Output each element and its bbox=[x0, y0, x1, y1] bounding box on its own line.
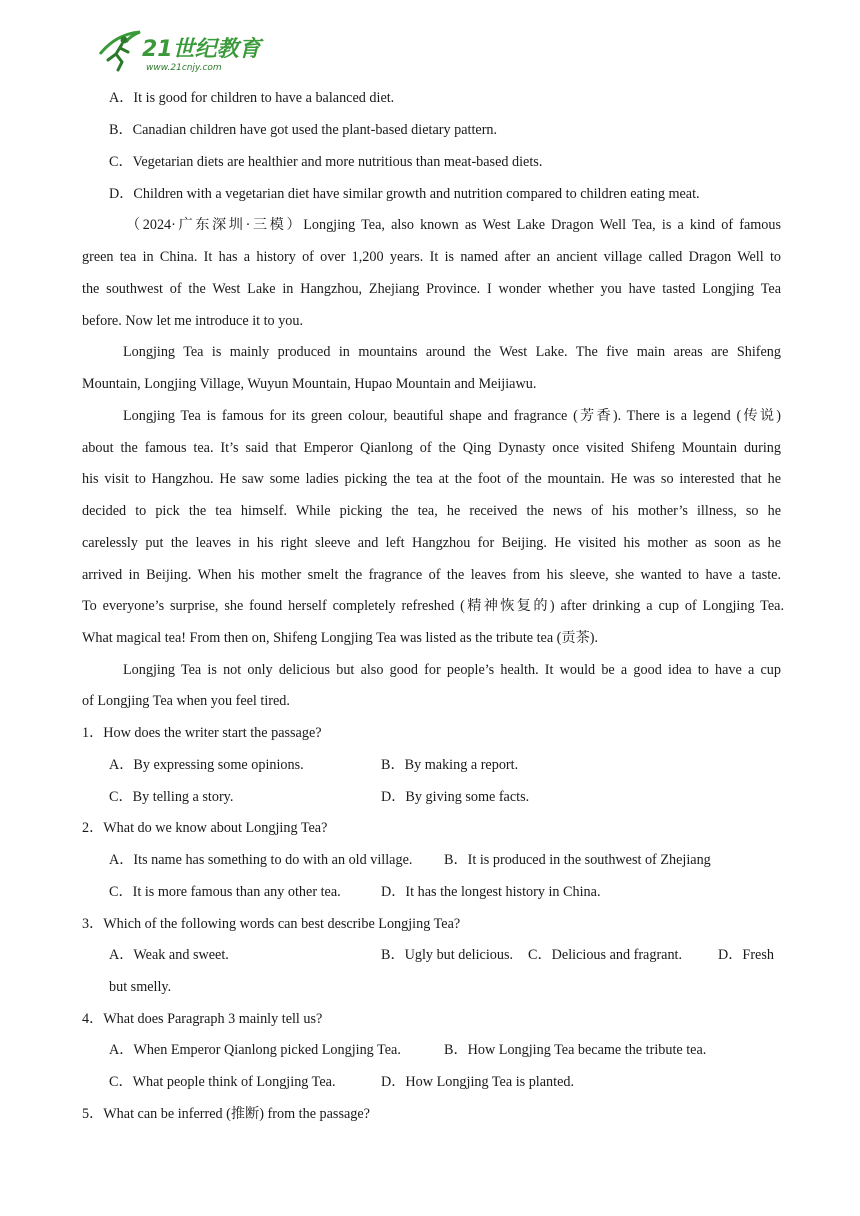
passage-p4-line: of Longjing Tea when you feel tired. bbox=[82, 693, 290, 709]
q4-option-c: C．What people think of Longjing Tea. bbox=[109, 1074, 336, 1090]
passage-p3-line: What magical tea! From then on, Shifeng Longjing Tea was listed as the tribute tea (贡茶). bbox=[82, 630, 599, 646]
logo-url: www.21cnjy.com bbox=[146, 63, 222, 73]
passage-p3-line: Longjing Tea is famous for its green colour, beautiful shape and fragrance (芳香). There is a legend (传说) bbox=[123, 408, 781, 424]
q2-option-b: B．It is produced in the southwest of Zhejiang bbox=[444, 852, 711, 868]
passage-p2-line: Longjing Tea is mainly produced in mountains around the West Lake. The five main areas are Shifeng bbox=[123, 344, 781, 360]
question-1-stem: 1．How does the writer start the passage? bbox=[82, 725, 322, 741]
passage-p1-line: before. Now let me introduce it to you. bbox=[82, 313, 304, 329]
passage-p3-line: his visit to Hangzhou. He saw some ladies picking the tea at the foot of the mountain. He was so interested that he bbox=[82, 471, 781, 487]
passage-p2-line: Mountain, Longjing Village, Wuyun Mountain, Hupao Mountain and Meijiawu. bbox=[82, 376, 537, 392]
q4-option-b: B．How Longjing Tea became the tribute tea. bbox=[444, 1042, 707, 1058]
prev-option-b: B．Canadian children have got used the plant-based dietary pattern. bbox=[109, 122, 498, 138]
q3-option-a: A．Weak and sweet. bbox=[109, 947, 229, 963]
q1-option-b: B．By making a report. bbox=[381, 757, 519, 773]
passage-p3-line: about the famous tea. It’s said that Emperor Qianlong of the Qing Dynasty once visited Shifeng Mountain during bbox=[82, 440, 781, 456]
site-logo bbox=[96, 26, 266, 76]
q3-option-d-continued: but smelly. bbox=[109, 979, 172, 995]
question-2-stem: 2．What do we know about Longjing Tea? bbox=[82, 820, 328, 836]
prev-option-a: A．It is good for children to have a balanced diet. bbox=[109, 90, 395, 106]
prev-option-d: D．Children with a vegetarian diet have similar growth and nutrition compared to children eating meat. bbox=[109, 186, 700, 202]
passage-p3-line: arrived in Beijing. When his mother smelt the fragrance of the leaves from his sleeve, she wanted to have a taste. bbox=[82, 567, 781, 583]
question-3-stem: 3．Which of the following words can best describe Longjing Tea? bbox=[82, 916, 461, 932]
passage-p3-line: decided to pick the tea himself. While picking the tea, he received the news of his mother’s illness, so he bbox=[82, 503, 781, 519]
q4-option-d: D．How Longjing Tea is planted. bbox=[381, 1074, 575, 1090]
q2-option-c: C．It is more famous than any other tea. bbox=[109, 884, 341, 900]
q1-option-d: D．By giving some facts. bbox=[381, 789, 530, 805]
q2-option-a: A．Its name has something to do with an old village. bbox=[109, 852, 413, 868]
passage-p1-line: （2024·广东深圳·三模）Longjing Tea, also known as West Lake Dragon Well Tea, is a kind of famous bbox=[126, 217, 781, 233]
logo-brand: 21世纪教育 bbox=[142, 37, 261, 62]
passage-p4-line: Longjing Tea is not only delicious but also good for people’s health. It would be a good idea to have a cup bbox=[123, 662, 781, 678]
q3-option-c: C．Delicious and fragrant. bbox=[528, 947, 683, 963]
passage-p3-line: carelessly put the leaves in his right sleeve and left Hangzhou for Beijing. He visited his mother as soon as he bbox=[82, 535, 781, 551]
q3-option-b: B．Ugly but delicious. bbox=[381, 947, 514, 963]
q1-option-c: C．By telling a story. bbox=[109, 789, 234, 805]
q3-option-d: D．Fresh bbox=[718, 947, 774, 963]
passage-p1-line: green tea in China. It has a history of over 1,200 years. It is named after an ancient village called Dragon Well to bbox=[82, 249, 781, 265]
q1-option-a: A．By expressing some opinions. bbox=[109, 757, 304, 773]
passage-p3-line: To everyone’s surprise, she found herself completely refreshed (精神恢复的) after drinking a cup of Longjing Tea. bbox=[82, 598, 784, 614]
runner-logo-icon bbox=[96, 26, 266, 76]
question-4-stem: 4．What does Paragraph 3 mainly tell us? bbox=[82, 1011, 323, 1027]
passage-p1-line: the southwest of the West Lake in Hangzhou, Zhejiang Province. I wonder whether you have tasted Longjing Tea bbox=[82, 281, 781, 297]
q2-option-d: D．It has the longest history in China. bbox=[381, 884, 601, 900]
question-5-stem: 5．What can be inferred (推断) from the passage? bbox=[82, 1106, 370, 1122]
q4-option-a: A．When Emperor Qianlong picked Longjing Tea. bbox=[109, 1042, 401, 1058]
prev-option-c: C．Vegetarian diets are healthier and more nutritious than meat-based diets. bbox=[109, 154, 543, 170]
